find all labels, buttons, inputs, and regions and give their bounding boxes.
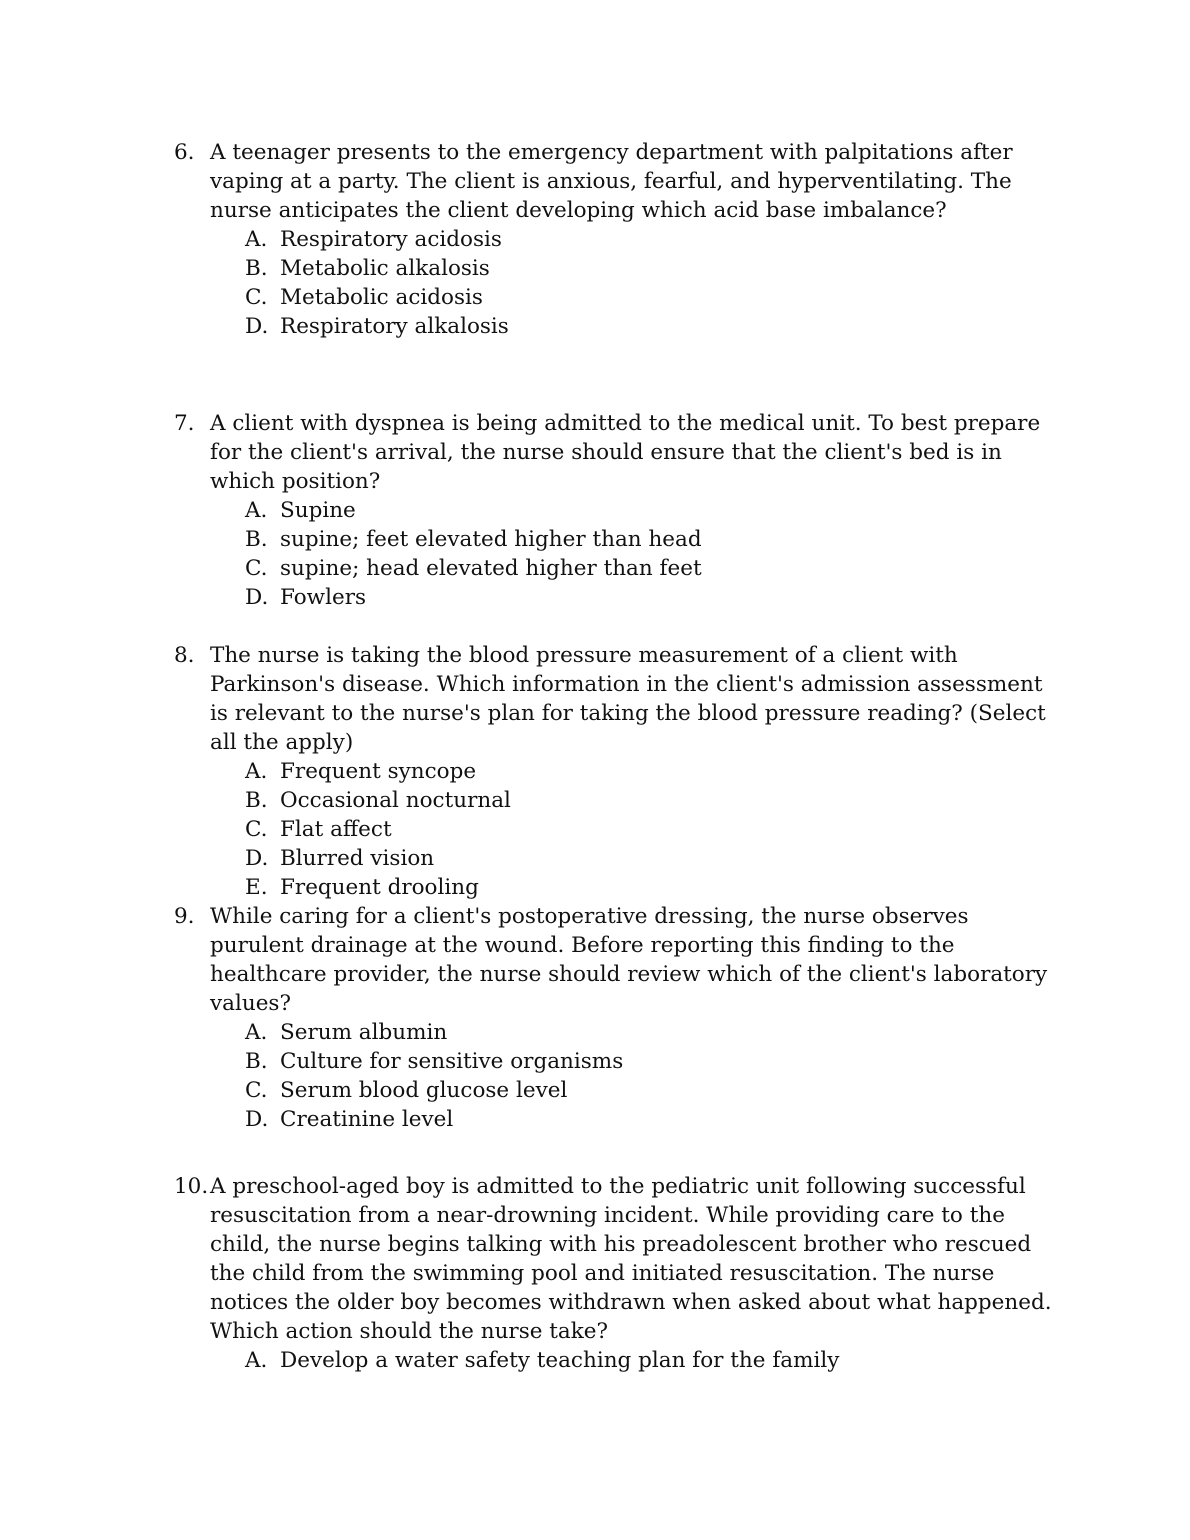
- option-letter: A.: [245, 1348, 268, 1373]
- answer-option: [174, 283, 1064, 312]
- option-letter: B.: [245, 527, 268, 552]
- option-letter: A.: [245, 227, 268, 252]
- answer-option: [174, 873, 1064, 902]
- answer-option: [174, 554, 1064, 583]
- answer-option: [174, 312, 1064, 341]
- answer-option: [174, 786, 1064, 815]
- answer-option: [174, 1346, 1064, 1375]
- option-letter: A.: [245, 759, 268, 784]
- option-letter: A.: [245, 498, 268, 523]
- answer-option: [174, 583, 1064, 612]
- question-text: While caring for a client's postoperative dressing, the nurse observes purulent drainage at the wound. Before reporting this finding to the healthcare provider, the nurse should review which of the client's laboratory values?: [210, 904, 1048, 1016]
- answer-option: [174, 254, 1064, 283]
- answer-options: [174, 496, 1064, 612]
- option-letter: D.: [245, 314, 269, 339]
- option-text: Occasional nocturnal: [280, 788, 511, 813]
- question-7: [174, 409, 1064, 612]
- question-text: A client with dyspnea is being admitted to the medical unit. To best prepare for the client's arrival, the nurse should ensure that the client's bed is in which position?: [210, 411, 1041, 494]
- answer-option: [174, 1105, 1064, 1134]
- option-letter: D.: [245, 846, 269, 871]
- answer-option: [174, 1076, 1064, 1105]
- option-letter: D.: [245, 585, 269, 610]
- option-text: Supine: [280, 498, 356, 523]
- option-text: Serum albumin: [280, 1020, 448, 1045]
- option-letter: B.: [245, 1049, 268, 1074]
- question-8: [174, 641, 1064, 902]
- option-text: Respiratory acidosis: [280, 227, 502, 252]
- option-letter: C.: [245, 1078, 268, 1103]
- option-letter: B.: [245, 256, 268, 281]
- option-letter: D.: [245, 1107, 269, 1132]
- question-text: The nurse is taking the blood pressure measurement of a client with Parkinson's disease. Which information in the client's admission assessment is relevant to the nurse's plan for taking the blood pressure reading? (Select all the apply): [210, 643, 1046, 755]
- option-text: Develop a water safety teaching plan for the family: [280, 1348, 840, 1373]
- answer-options: [174, 1346, 1064, 1375]
- option-text: supine; head elevated higher than feet: [280, 556, 702, 581]
- option-letter: A.: [245, 1020, 268, 1045]
- answer-option: [174, 496, 1064, 525]
- question-number: 9.: [174, 904, 195, 929]
- answer-option: [174, 844, 1064, 873]
- option-text: Serum blood glucose level: [280, 1078, 568, 1103]
- option-text: Metabolic alkalosis: [280, 256, 490, 281]
- option-text: supine; feet elevated higher than head: [280, 527, 702, 552]
- option-text: Fowlers: [280, 585, 366, 610]
- answer-option: [174, 1018, 1064, 1047]
- question-number: 7.: [174, 411, 195, 436]
- option-text: Culture for sensitive organisms: [280, 1049, 624, 1074]
- question-10: [174, 1172, 1064, 1375]
- question-6: [174, 138, 1064, 341]
- option-text: Creatinine level: [280, 1107, 454, 1132]
- option-letter: E.: [245, 875, 268, 900]
- answer-option: [174, 1047, 1064, 1076]
- option-text: Respiratory alkalosis: [280, 314, 509, 339]
- option-letter: C.: [245, 817, 268, 842]
- answer-option: [174, 757, 1064, 786]
- answer-option: [174, 225, 1064, 254]
- option-text: Metabolic acidosis: [280, 285, 483, 310]
- question-number: 10.: [174, 1174, 209, 1199]
- question-9: [174, 902, 1064, 1134]
- option-text: Frequent syncope: [280, 759, 477, 784]
- option-letter: B.: [245, 788, 268, 813]
- question-number: 8.: [174, 643, 195, 668]
- answer-options: [174, 1018, 1064, 1134]
- answer-options: [174, 757, 1064, 902]
- option-text: Blurred vision: [280, 846, 435, 871]
- option-letter: C.: [245, 556, 268, 581]
- question-text: A preschool-aged boy is admitted to the pediatric unit following successful resuscitation from a near-drowning incident. While providing care to the child, the nurse begins talking with his preadolescent brother who rescued the child from the swimming pool and initiated resuscitation. The nurse notices the older boy becomes withdrawn when asked about what happened. Which action should the nurse take?: [210, 1174, 1052, 1344]
- question-text: A teenager presents to the emergency department with palpitations after vaping at a party. The client is anxious, fearful, and hyperventilating. The nurse anticipates the client developing which acid base imbalance?: [210, 140, 1013, 223]
- option-letter: C.: [245, 285, 268, 310]
- question-number: 6.: [174, 140, 195, 165]
- option-text: Frequent drooling: [280, 875, 479, 900]
- answer-options: [174, 225, 1064, 341]
- answer-option: [174, 815, 1064, 844]
- option-text: Flat affect: [280, 817, 392, 842]
- answer-option: [174, 525, 1064, 554]
